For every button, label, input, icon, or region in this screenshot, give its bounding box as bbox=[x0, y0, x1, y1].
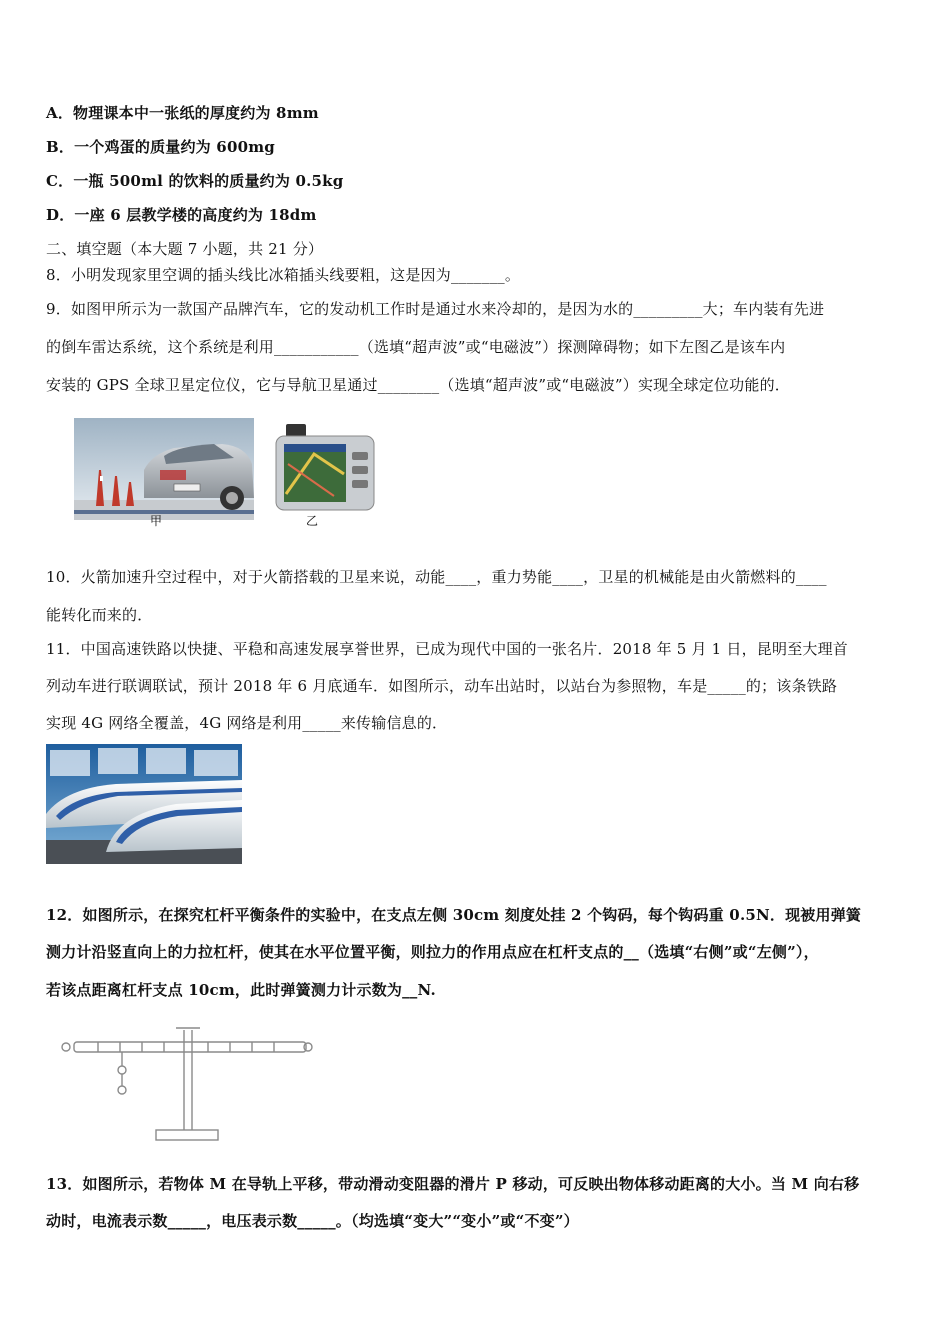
q9-line-3: 安装的 GPS 全球卫星定位仪，它与导航卫星通过________（选填“超声波”或“电磁波”）实现全球定位功能的． bbox=[46, 376, 790, 394]
q9-line-2: 的倒车雷达系统，这个系统是利用___________（选填“超声波”或“电磁波”）探测障碍物；如下左图乙是该车内 bbox=[46, 338, 786, 356]
option-d: D．一座 6 层教学楼的高度约为 18dm bbox=[46, 206, 317, 224]
q13-line-2: 动时，电流表示数_____，电压表示数_____。（均选填“变大”“变小”或“不变”） bbox=[46, 1212, 579, 1230]
section-heading: 二、填空题（本大题 7 小题，共 21 分） bbox=[46, 240, 324, 258]
q12-line-3: 若该点距离杠杆支点 10cm，此时弹簧测力计示数为__N. bbox=[46, 981, 436, 999]
q12-line-2: 测力计沿竖直向上的力拉杠杆，使其在水平位置平衡，则拉力的作用点应在杠杆支点的__（选填“右侧”或“左侧”）， bbox=[46, 943, 819, 961]
q11-line-2: 列动车进行联调联试，预计 2018 年 6 月底通车．如图所示，动车出站时，以站台为参照物，车是_____的；该条铁路 bbox=[46, 677, 838, 695]
option-a: A．物理课本中一张纸的厚度约为 8mm bbox=[46, 104, 319, 122]
q13-line-1: 13．如图所示，若物体 M 在导轨上平移，带动滑动变阻器的滑片 P 移动，可反映出物体移动距离的大小。当 M 向右移 bbox=[46, 1175, 860, 1193]
train-figure bbox=[46, 744, 242, 864]
option-c: C．一瓶 500ml 的饮料的质量约为 0.5kg bbox=[46, 172, 344, 190]
lever-figure bbox=[58, 1020, 320, 1146]
option-b: B．一个鸡蛋的质量约为 600mg bbox=[46, 138, 275, 156]
q11-line-1: 11．中国高速铁路以快捷、平稳和高速发展享誉世界，已成为现代中国的一张名片．2018 年 5 月 1 日，昆明至大理首 bbox=[46, 640, 848, 658]
q9-line-1: 9．如图甲所示为一款国产品牌汽车，它的发动机工作时是通过水来冷却的，是因为水的_________大；车内装有先进 bbox=[46, 300, 825, 318]
figure-label-b: 乙 bbox=[306, 514, 319, 528]
q10-line-1: 10．火箭加速升空过程中，对于火箭搭载的卫星来说，动能____，重力势能____，卫星的机械能是由火箭燃料的____ bbox=[46, 568, 827, 586]
q11-line-3: 实现 4G 网络全覆盖，4G 网络是利用_____来传输信息的． bbox=[46, 714, 448, 732]
q10-line-2: 能转化而来的． bbox=[46, 606, 153, 624]
q12-line-1: 12．如图所示，在探究杠杆平衡条件的实验中，在支点左侧 30cm 刻度处挂 2 个钩码，每个钩码重 0.5N．现被用弹簧 bbox=[46, 906, 862, 924]
gps-figure bbox=[274, 424, 376, 512]
car-figure bbox=[74, 418, 254, 520]
figure-label-a: 甲 bbox=[150, 514, 163, 528]
q8-line: 8．小明发现家里空调的插头线比冰箱插头线要粗，这是因为_______。 bbox=[46, 266, 521, 284]
